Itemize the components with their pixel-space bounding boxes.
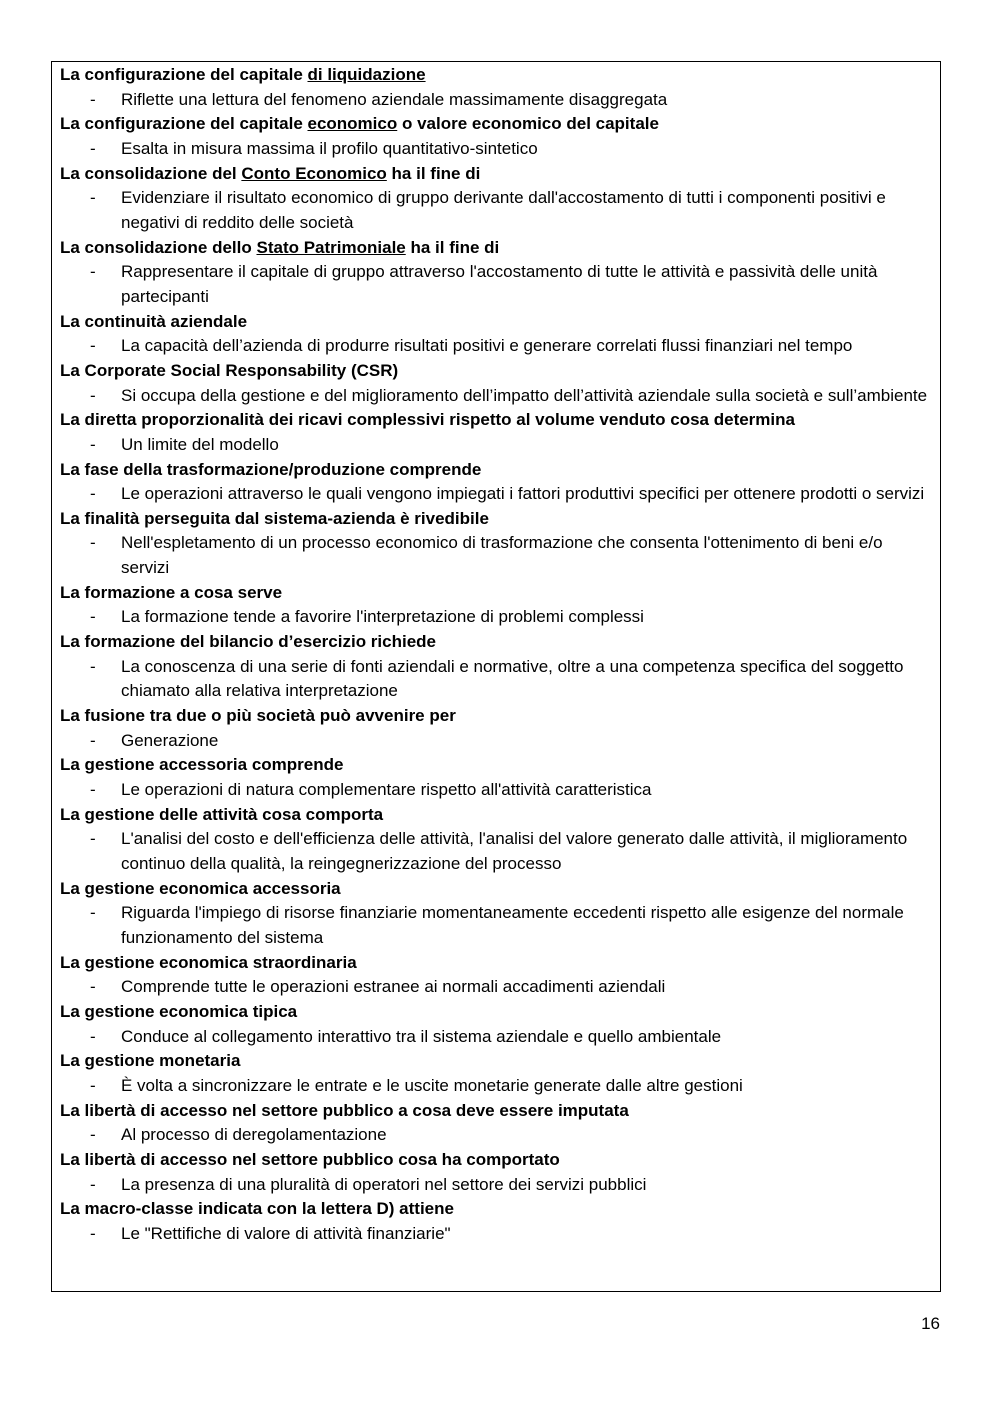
dash-bullet: - [90, 730, 96, 750]
dash-bullet: - [90, 1223, 96, 1243]
answer-text: Le operazioni attraverso le quali vengono impiegati i fattori produttivi specifici per ottenere prodotti o servizi [121, 484, 925, 504]
answer-text: Un limite del modello [121, 434, 279, 454]
dash-bullet: - [90, 138, 96, 158]
answer-text: La capacità dell’azienda di produrre risultati positivi e generare correlati flussi finanziari nel tempo [121, 336, 853, 356]
question-text: La gestione monetaria [60, 1051, 241, 1071]
answer-item [60, 729, 931, 754]
qa-entry [60, 458, 931, 507]
question-text: La gestione accessoria comprende [60, 755, 344, 775]
answer-text: Al processo di deregolamentazione [121, 1125, 387, 1145]
qa-entry [60, 803, 931, 877]
answer-item [60, 433, 931, 458]
answer-item [60, 531, 931, 580]
dash-bullet: - [90, 656, 96, 676]
question-text: La Corporate Social Responsability (CSR) [60, 360, 399, 380]
answer-item [60, 1222, 931, 1247]
qa-entry [60, 63, 931, 112]
qa-entry [60, 507, 931, 581]
question-text: La diretta proporzionalità dei ricavi complessivi rispetto al volume venduto cosa determina [60, 410, 795, 430]
answer-text: Esalta in misura massima il profilo quantitativo-sintetico [121, 138, 538, 158]
dash-bullet: - [90, 533, 96, 553]
dash-bullet: - [90, 484, 96, 504]
answer-text: La conoscenza di una serie di fonti aziendali e normative, oltre a una competenza specifica del soggetto chiamato alla relativa interpretazione [121, 656, 904, 701]
answer-text: È volta a sincronizzare le entrate e le uscite monetarie generate dalle altre gestioni [121, 1075, 743, 1095]
answer-item [60, 1074, 931, 1099]
dash-bullet: - [90, 188, 96, 208]
dash-bullet: - [90, 903, 96, 923]
qa-list-frame [51, 61, 941, 1292]
page-number: 16 [921, 1314, 940, 1333]
question-text: La fase della trasformazione/produzione comprende [60, 459, 482, 479]
dash-bullet: - [90, 336, 96, 356]
answer-item [60, 975, 931, 1000]
dash-bullet: - [90, 829, 96, 849]
question-text: La configurazione del capitale economico o valore economico del capitale [60, 114, 659, 134]
answer-text: Le operazioni di natura complementare rispetto all'attività caratteristica [121, 780, 652, 800]
answer-item [60, 901, 931, 950]
answer-text: Evidenziare il risultato economico di gruppo derivante dall'accostamento di tutti i componenti positivi e negativi di reddito delle società [121, 188, 886, 232]
dash-bullet: - [90, 89, 96, 109]
question-text: La fusione tra due o più società può avvenire per [60, 706, 456, 726]
question-text: La formazione del bilancio d’esercizio richiede [60, 632, 436, 652]
dash-bullet: - [90, 1026, 96, 1046]
question-text: La finalità perseguita dal sistema-azienda è rivedibile [60, 508, 489, 528]
answer-text: La presenza di una pluralità di operatori nel settore dei servizi pubblici [121, 1174, 647, 1194]
qa-entry [60, 1049, 931, 1098]
qa-entry [60, 359, 931, 408]
qa-entry [60, 877, 931, 951]
question-text: La libertà di accesso nel settore pubblico a cosa deve essere imputata [60, 1100, 629, 1120]
question-text: La gestione delle attività cosa comporta [60, 804, 384, 824]
answer-item [60, 1025, 931, 1050]
answer-text: Si occupa della gestione e del miglioramento dell’impatto dell’attività aziendale sulla società e sull’ambiente [121, 385, 928, 405]
question-text: La libertà di accesso nel settore pubblico cosa ha comportato [60, 1149, 560, 1169]
dash-bullet: - [90, 1174, 96, 1194]
qa-entry [60, 704, 931, 753]
answer-text: Riflette una lettura del fenomeno aziendale massimamente disaggregata [121, 89, 668, 109]
answer-text: Riguarda l'impiego di risorse finanziarie momentaneamente eccedenti rispetto alle esigenze del normale funzionamento del sistema [121, 903, 904, 947]
question-text: La consolidazione dello Stato Patrimoniale ha il fine di [60, 237, 500, 257]
question-text: La macro-classe indicata con la lettera D) attiene [60, 1199, 454, 1219]
answer-item [60, 1173, 931, 1198]
answer-item [60, 827, 931, 876]
dash-bullet: - [90, 262, 96, 282]
question-text: La continuità aziendale [60, 311, 248, 331]
answer-text: Rappresentare il capitale di gruppo attraverso l'accostamento di tutte le attività e passività delle unità partecipanti [121, 262, 878, 306]
answer-item [60, 334, 931, 359]
question-text: La formazione a cosa serve [60, 582, 283, 602]
question-text: La configurazione del capitale di liquidazione [60, 65, 426, 84]
answer-item [60, 186, 931, 235]
question-text: La consolidazione del Conto Economico ha il fine di [60, 163, 481, 183]
answer-item [60, 88, 931, 113]
answer-text: Comprende tutte le operazioni estranee ai normali accadimenti aziendali [121, 977, 666, 997]
answer-text: La formazione tende a favorire l'interpretazione di problemi complessi [121, 607, 644, 627]
question-text: La gestione economica accessoria [60, 878, 341, 898]
question-text: La gestione economica tipica [60, 1001, 298, 1021]
dash-bullet: - [90, 1125, 96, 1145]
answer-text: Nell'espletamento di un processo economico di trasformazione che consenta l'ottenimento di beni e/o servizi [121, 533, 883, 578]
dash-bullet: - [90, 434, 96, 454]
qa-entry [60, 310, 931, 359]
dash-bullet: - [90, 977, 96, 997]
qa-entry [60, 408, 931, 457]
answer-item [60, 655, 931, 704]
answer-text: Generazione [121, 730, 219, 750]
qa-entry [60, 1000, 931, 1049]
qa-entry [60, 630, 931, 704]
dash-bullet: - [90, 607, 96, 627]
answer-item [60, 482, 931, 507]
answer-item [60, 384, 931, 409]
qa-entry [60, 581, 931, 630]
answer-item [60, 1123, 931, 1148]
dash-bullet: - [90, 385, 96, 405]
dash-bullet: - [90, 1075, 96, 1095]
answer-text: L'analisi del costo e dell'efficienza delle attività, l'analisi del valore generato dalle attività, il miglioramento continuo della qualità, la reingegnerizzazione del processo [121, 829, 908, 873]
answer-text: Conduce al collegamento interattivo tra il sistema aziendale e quello ambientale [121, 1026, 722, 1046]
answer-item [60, 260, 931, 309]
answer-item [60, 778, 931, 803]
answer-item [60, 605, 931, 630]
qa-entry [60, 951, 931, 1000]
qa-entry [60, 162, 931, 236]
qa-entry [60, 753, 931, 802]
qa-entry [60, 112, 931, 161]
qa-entry [60, 1197, 931, 1246]
answer-item [60, 137, 931, 162]
qa-entry [60, 1148, 931, 1197]
question-text: La gestione economica straordinaria [60, 952, 357, 972]
dash-bullet: - [90, 780, 96, 800]
qa-entry [60, 236, 931, 310]
qa-entry [60, 1099, 931, 1148]
answer-text: Le "Rettifiche di valore di attività finanziarie" [121, 1223, 451, 1243]
